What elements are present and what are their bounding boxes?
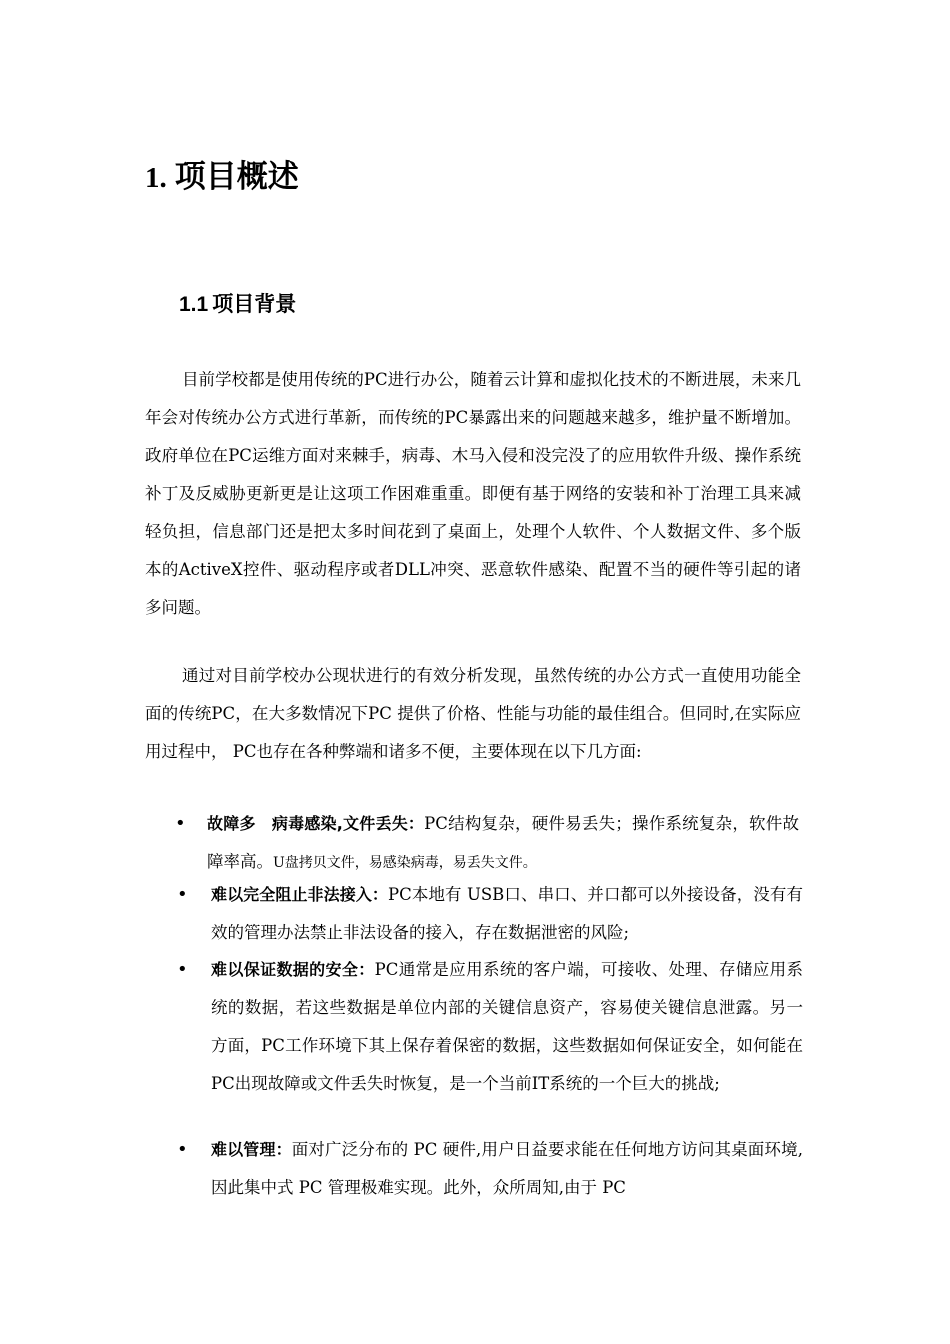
list-item: [177, 876, 803, 952]
list-item: [177, 951, 803, 1103]
heading-1-title: 项目概述: [174, 159, 299, 195]
bullet-icon: •: [177, 959, 188, 980]
list-item-lead: 难以管理：: [211, 1140, 292, 1159]
heading-2: [179, 287, 296, 322]
list-item-small-text: U盘拷贝文件，易感染病毒，易丢失文件。: [273, 855, 537, 871]
paragraph-analysis: 通过对目前学校办公现状进行的有效分析发现，虽然传统的办公方式一直使用功能全面的传统PC，在大多数情况下PC 提供了价格、性能与功能的最佳组合。但同时,在实际应用过程中， PC也存在各种弊端和诸多不便，主要体现在以下几方面:: [145, 666, 801, 761]
list-item-lead: 难以保证数据的安全：: [211, 960, 375, 979]
heading-1-number: 1.: [145, 162, 167, 194]
bullet-icon: •: [177, 884, 188, 905]
list-item: [175, 805, 799, 882]
list-item-text: 面对广泛分布的 PC 硬件,用户日益要求能在任何地方访问其桌面环境,因此集中式 PC 管理极难实现。此外，众所周知,由于 PC: [211, 1140, 803, 1197]
paragraph-background: 目前学校都是使用传统的PC进行办公，随着云计算和虚拟化技术的不断进展，未来几年会对传统办公方式进行革新，而传统的PC暴露出来的问题越来越多，维护量不断增加。政府单位在PC运维方面对来棘手，病毒、木马入侵和没完没了的应用软件升级、操作系统补丁及反威胁更新更是让这项工作困难重重。即便有基于网络的安装和补丁治理工具来减轻负担，信息部门还是把太多时间花到了桌面上，处理个人软件、个人数据文件、多个版本的ActiveX控件、驱动程序或者DLL冲突、恶意软件感染、配置不当的硬件等引起的诸多问题。: [145, 370, 801, 617]
list-item-text: PC通常是应用系统的客户端，可接收、处理、存储应用系统的数据，若这些数据是单位内部的关键信息资产，容易使关键信息泄露。另一方面，PC工作环境下其上保存着保密的数据，这些数据如何保证安全，如何能在PC出现故障或文件丢失时恢复，是一个当前IT系统的一个巨大的挑战;: [211, 960, 803, 1093]
list-item-lead: 故障多 病毒感染,文件丢失：: [207, 814, 425, 833]
bullet-icon: •: [175, 813, 186, 834]
list-item-lead: 难以完全阻止非法接入：: [211, 885, 389, 904]
heading-2-title: 项目背景: [212, 292, 297, 316]
bullet-icon: •: [177, 1139, 188, 1160]
heading-2-number: 1.1: [179, 293, 209, 316]
list-item-text: PC本地有 USB口、串口、并口都可以外接设备，没有有效的管理办法禁止非法设备的接入，存在数据泄密的风险;: [211, 885, 803, 942]
list-item-text: PC结构复杂，硬件易丢失；操作系统复杂，软件故障率高。: [207, 814, 799, 871]
list-item: [177, 1131, 803, 1207]
heading-1: [145, 155, 299, 200]
